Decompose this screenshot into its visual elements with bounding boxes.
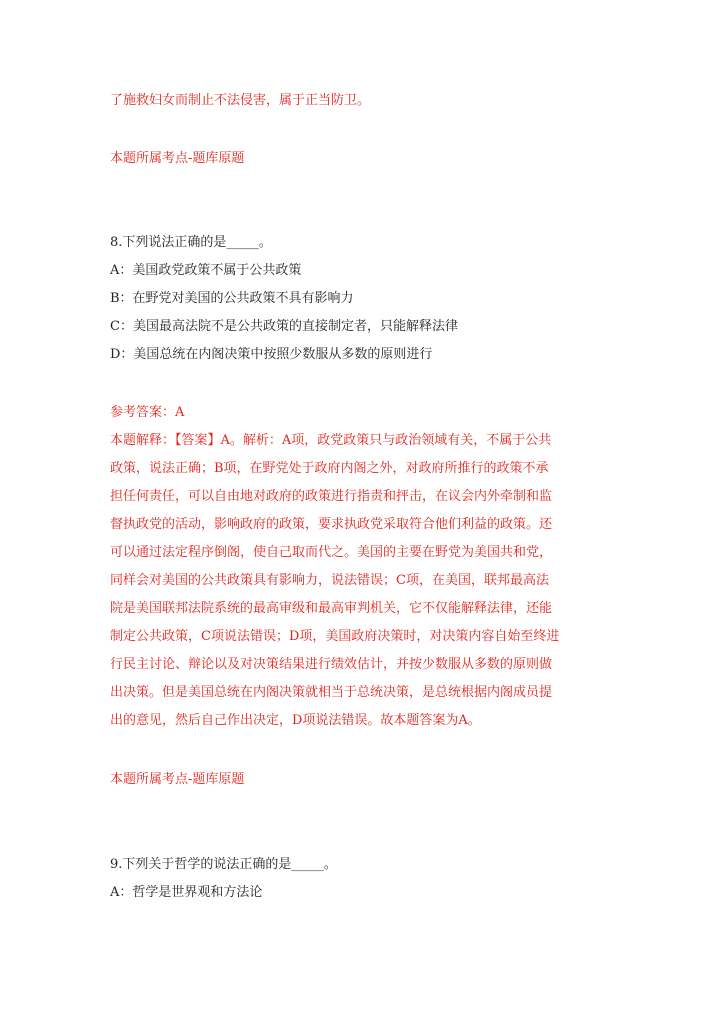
explanation-line: 同样会对美国的公共政策具有影响力，说法错误；C项，在美国，联邦最高法 <box>110 573 549 588</box>
explanation-line: 政策，说法正确；B项，在野党处于政府内阁之外，对政府所推行的政策不承 <box>110 461 549 476</box>
question-8-option-a: A：美国政党政策不属于公共政策 <box>110 263 302 278</box>
explanation-line: 担任何责任，可以自由地对政府的政策进行指责和抨击，在议会内外牵制和监 <box>110 489 553 504</box>
question-8-stem: 8.下列说法正确的是_____。 <box>110 235 272 250</box>
prev-question-tag: 本题所属考点-题库原题 <box>110 151 245 166</box>
question-8-option-d: D：美国总统在内阁决策中按照少数服从多数的原则进行 <box>110 347 433 362</box>
explanation-line: 出的意见，然后自己作出决定，D项说法错误。故本题答案为A。 <box>110 713 481 728</box>
explanation-line: 制定公共政策，C项说法错误；D项，美国政府决策时，对决策内容自始至终进 <box>110 629 560 644</box>
explanation-line: 出决策。但是美国总统在内阁决策就相当于总统决策，是总统根据内阁成员提 <box>110 685 553 700</box>
explanation-line: 可以通过法定程序倒阁，使自己取而代之。美国的主要在野党为美国共和党， <box>110 545 553 560</box>
explanation-line: 本题解释：【答案】A。解析：A项，政党政策只与政治领域有关，不属于公共 <box>110 433 552 448</box>
question-8-option-c: C：美国最高法院不是公共政策的直接制定者，只能解释法律 <box>110 319 458 334</box>
question-8-explanation <box>110 427 622 735</box>
question-8-tag: 本题所属考点-题库原题 <box>110 772 245 787</box>
question-9-stem: 9.下列关于哲学的说法正确的是_____。 <box>110 857 337 872</box>
explanation-line: 行民主讨论、辩论以及对决策结果进行绩效估计，并按少数服从多数的原则做 <box>110 657 553 672</box>
explanation-line: 院是美国联邦法院系统的最高审级和最高审判机关，它不仅能解释法律，还能 <box>110 601 553 616</box>
question-8-option-b: B：在野党对美国的公共政策不具有影响力 <box>110 291 354 306</box>
question-9-option-a: A：哲学是世界观和方法论 <box>110 885 263 900</box>
question-8-answer: 参考答案：A <box>110 405 185 420</box>
prev-question-tail: 了施救妇女而制止不法侵害，属于正当防卫。 <box>110 93 371 108</box>
explanation-line: 督执政党的活动，影响政府的政策，要求执政党采取符合他们利益的政策。还 <box>110 517 553 532</box>
